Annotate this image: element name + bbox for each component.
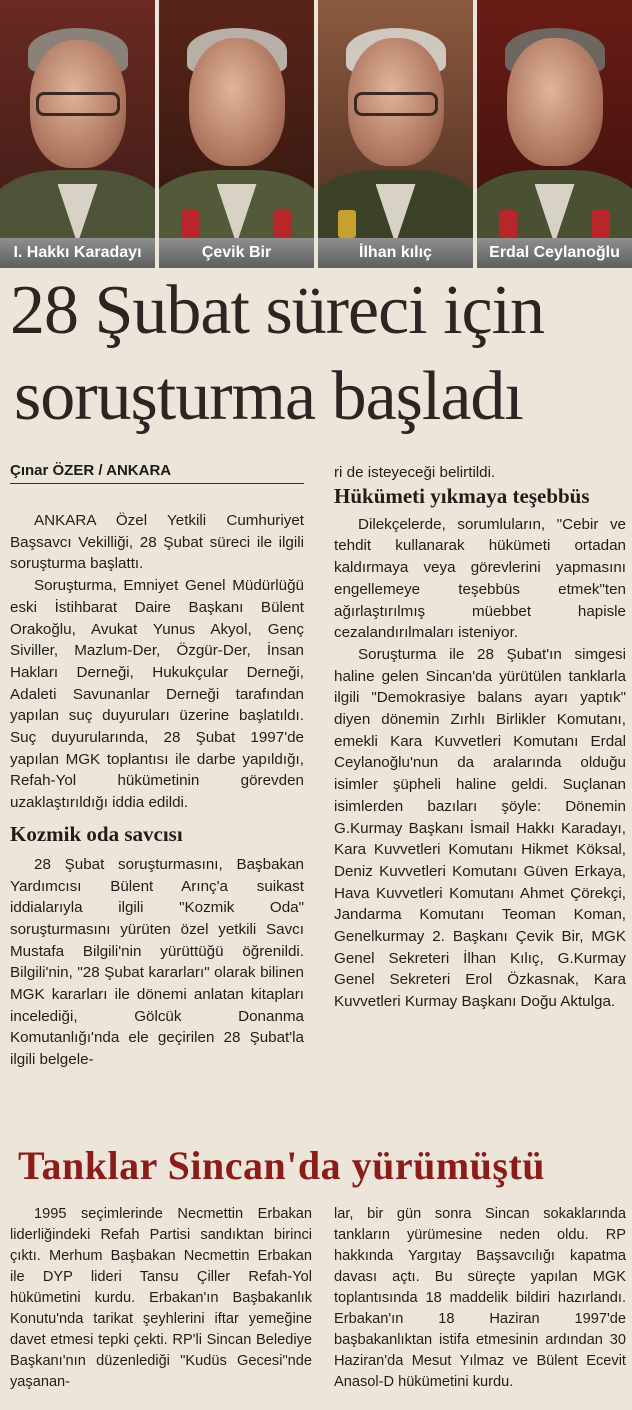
portrait-strip — [0, 0, 632, 268]
photo-caption: I. Hakkı Karadayı — [0, 238, 155, 268]
portrait-bir — [159, 0, 314, 268]
article-subheading: Kozmik oda savcısı — [10, 821, 183, 846]
sidebar-column-right — [334, 1204, 626, 1393]
sidebar-paragraph: lar, bir gün sonra Sincan sokaklarında tankların yürümesine neden oldu. RP hakkında Yargıtay Başsavcılığı kapatma davası açtı. Bu süreçte yapılan MGK toplantısında 18 maddelik bildiri hazırlandı. Erbakan'ın 18 Haziran 1997'de başbakanlıktan istifa etmesinin ardından 30 Haziran'da Mesut Yılmaz ve Bülent Ecevit Anasol-D hükümetini kurdu. — [334, 1206, 626, 1390]
photo-caption: Erdal Ceylanoğlu — [477, 238, 632, 268]
headline-line-1: 28 Şubat süreci için — [10, 272, 545, 349]
article-column-right — [334, 462, 626, 1013]
article-paragraph: Dilekçelerde, sorumluların, "Cebir ve tehdit kullanarak hükümeti ortadan kaldırmaya veya görevlerini yapmasını engellemeye teşebbüs etmek"ten ağırlaştırılmış müebbet hapisle cezalandırılmaları isteniyor. — [334, 515, 626, 642]
portrait-kilic — [318, 0, 473, 268]
page-title — [10, 272, 630, 435]
photo-caption: İlhan kılıç — [318, 238, 473, 268]
headline-line-2: soruşturma başladı — [14, 358, 523, 435]
article-column-left — [10, 510, 304, 1071]
article-paragraph-continued: ri de isteyeceği belirtildi. — [334, 464, 496, 481]
glasses-icon — [354, 92, 438, 116]
byline: Çınar ÖZER / ANKARA — [10, 462, 304, 484]
article-paragraph: Soruşturma ile 28 Şubat'ın simgesi haline gelen Sincan'da yürütülen tanklarla ilgili "Demokrasiye balans ayarı yaptık" diyen dönemin Zırhlı Birlikler Komutanı, emekli Kara Kuvvetleri Komutanı Erdal Ceylanoğlu'nun da aralarında olduğu isimler şüpheli haline geldi. Suçlanan isimlerden bazıları şöyle: Dönemin G.Kurmay Başkanı İsmail Hakkı Karadayı, Kara Kuvvetleri Komutanı Hikmet Köksal, Deniz Kuvvetleri Komutanı Güven Erkaya, Hava Kuvvetleri Komutanı Ahmet Çörekçi, Jandarma Komutanı Teoman Koman, Genelkurmay 2. Başkanı Çevik Bir, MGK Genel Sekreteri İlhan Kılıç, G.Kurmay Genel Sekreteri Erol Özkasnak, Kara Kuvvetleri Kurmay Başkanı Doğu Aktulga. — [334, 645, 626, 1011]
photo-caption: Çevik Bir — [159, 238, 314, 268]
sidebar-title: Tanklar Sincan'da yürümüştü — [18, 1143, 546, 1188]
article-paragraph: 28 Şubat soruşturmasını, Başbakan Yardımcısı Bülent Arınç'a suikast iddialarıyla ilgili "Kozmik Oda" soruşturmasını yürüten özel yetkili Savcı Mustafa Bilgili'nin yürüttüğü öğrenildi. Bilgili'nin, "28 Şubat kararları" olarak bilinen MGK kararları ile dönemi anlatan kitapları incelediği, Gölcük Donanma Komutanlığı'nda ele geçirilen 28 Şubat'la ilgili belgele- — [10, 855, 304, 1069]
sidebar-paragraph: 1995 seçimlerinde Necmettin Erbakan liderliğindeki Refah Partisi sandıktan birinci çıktı. Merhum Başbakan Necmettin Erbakan ile DYP lideri Tansu Çiller Refah-Yol hükümetini kurdu. Erbakan'ın Başbakanlık Konutu'nda tarikat şeyhlerini iftar yemeğine davet etmesi tepki çekti. RP'li Sincan Belediye Başkanı'nın düzenlediği "Kudüs Gecesi"nde yaşanan- — [10, 1206, 312, 1390]
article-subheading: Hükümeti yıkmaya teşebbüs — [334, 483, 590, 508]
portrait-karadayi — [0, 0, 155, 268]
portrait-ceylanoglu — [477, 0, 632, 268]
glasses-icon — [36, 92, 120, 116]
article-paragraph: Soruşturma, Emniyet Genel Müdürlüğü eski İstihbarat Daire Başkanı Bülent Orakoğlu, Avukat Yunus Akyol, Genç Siviller, Mazlum-Der, Özgür-Der, İnsan Hakları Derneği, Hukukçular Derneği, Adaleti Savunanlar Derneği tarafından yapılan suç duyuruları üzerine başlatıldı. Suç duyurularında, 28 Şubat 1997'de yapılan MGK toplantısı ile darbe yapıldığı, Refah-Yol hükümetinin görevden uzaklaştırıldığı iddia edildi. — [10, 577, 304, 812]
article-paragraph: ANKARA Özel Yetkili Cumhuriyet Başsavcı Vekilliği, 28 Şubat süreci ile ilgili soruşturma başlattı. — [10, 512, 304, 573]
sidebar-column-left — [10, 1204, 312, 1393]
